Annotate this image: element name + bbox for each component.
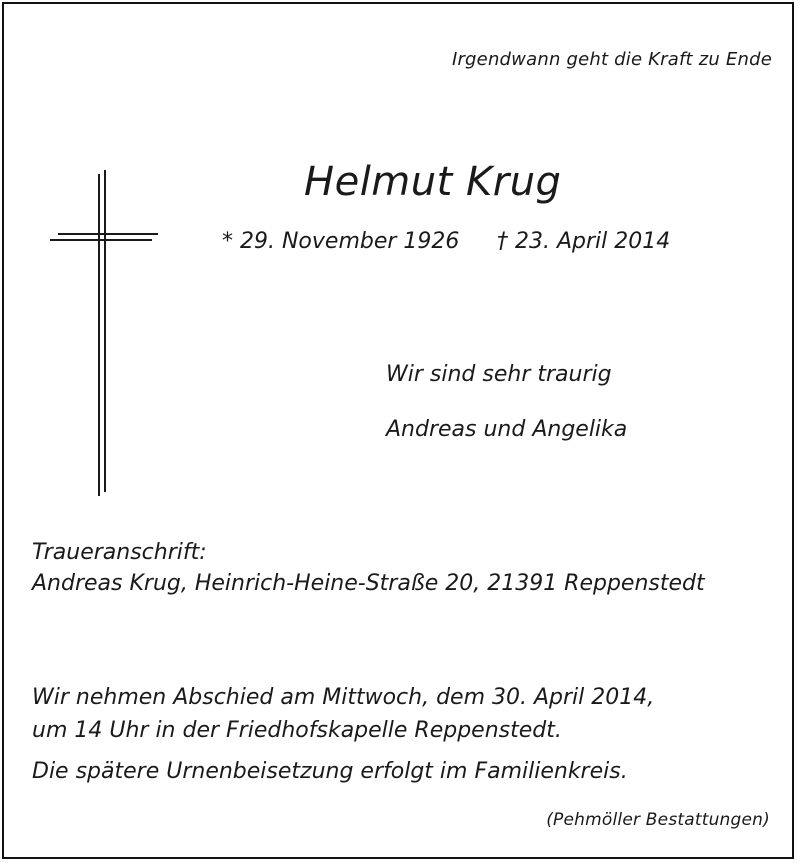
undertaker-credit: (Pehmöller Bestattungen) <box>546 810 770 830</box>
mourning-address: Andreas Krug, Heinrich-Heine-Straße 20, 21391 Reppenstedt <box>32 571 705 596</box>
deceased-name: Helmut Krug <box>304 159 562 205</box>
birth-date: * 29. November 1926 <box>222 229 460 254</box>
mourning-line: Wir sind sehr traurig <box>386 362 612 387</box>
cross-icon <box>44 168 164 498</box>
signers: Andreas und Angelika <box>386 417 628 442</box>
funeral-line-1: Wir nehmen Abschied am Mittwoch, dem 30. April 2014, <box>32 685 655 710</box>
urn-burial-line: Die spätere Urnenbeisetzung erfolgt im Familienkreis. <box>32 759 628 784</box>
funeral-line-2: um 14 Uhr in der Friedhofskapelle Reppenstedt. <box>32 718 562 743</box>
motto: Irgendwann geht die Kraft zu Ende <box>451 49 772 70</box>
death-date: † 23. April 2014 <box>497 229 671 254</box>
address-label: Traueranschrift: <box>32 540 207 565</box>
